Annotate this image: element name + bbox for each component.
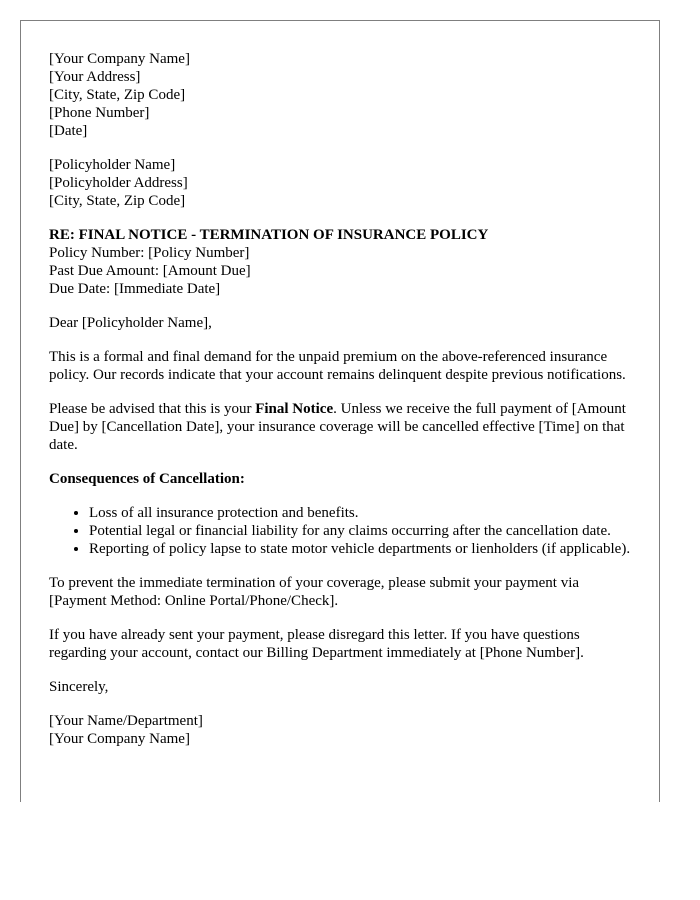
recipient-block: [49, 156, 639, 210]
sender-address: [Your Address]: [49, 69, 141, 85]
signature-block: [49, 712, 639, 748]
signature-company: [Your Company Name]: [49, 731, 190, 747]
past-due-amount: Past Due Amount: [Amount Due]: [49, 263, 251, 279]
sender-block: [49, 50, 639, 140]
consequences-list: [49, 504, 639, 558]
paragraph-contact: If you have already sent your payment, please disregard this letter. If you have questions regarding your account, contact our Billing Department immediately at [Phone Number].: [49, 627, 584, 661]
final-notice-bold: Final Notice: [255, 401, 334, 417]
paragraph-payment-instructions: To prevent the immediate termination of your coverage, please submit your payment via [Payment Method: Online Portal/Phone/Check].: [49, 575, 580, 609]
subject-title: RE: FINAL NOTICE - TERMINATION OF INSURANCE POLICY: [49, 227, 489, 243]
recipient-address: [Policyholder Address]: [49, 175, 188, 191]
closing: Sincerely,: [49, 679, 109, 695]
subject-block: [49, 226, 639, 298]
list-item: • Reporting of policy lapse to state motor vehicle departments or lienholders (if applicable).: [89, 540, 639, 558]
letter-content: [49, 50, 639, 748]
list-item: • Loss of all insurance protection and benefits.: [89, 504, 639, 522]
letter-page: [20, 20, 660, 802]
recipient-name: [Policyholder Name]: [49, 157, 176, 173]
letter-date: [Date]: [49, 123, 88, 139]
list-item: • Potential legal or financial liability for any claims occurring after the cancellation date.: [89, 522, 639, 540]
sender-company: [Your Company Name]: [49, 51, 190, 67]
final-notice-text-before: Please be advised that this is your: [49, 401, 256, 417]
due-date: Due Date: [Immediate Date]: [49, 281, 221, 297]
recipient-city-state-zip: [City, State, Zip Code]: [49, 193, 186, 209]
sender-phone: [Phone Number]: [49, 105, 150, 121]
policy-number: Policy Number: [Policy Number]: [49, 245, 250, 261]
sender-city-state-zip: [City, State, Zip Code]: [49, 87, 186, 103]
salutation: Dear [Policyholder Name],: [49, 315, 212, 331]
consequences-heading: Consequences of Cancellation:: [49, 471, 245, 487]
signature-name: [Your Name/Department]: [49, 713, 203, 729]
final-notice-text-after: . Unless we receive the full payment of [Amount Due] by [Cancellation Date], your insurance coverage will be cancelled effective [Time] on that date.: [49, 401, 626, 453]
paragraph-final-notice: [49, 400, 639, 454]
paragraph-demand: This is a formal and final demand for the unpaid premium on the above-referenced insurance policy. Our records indicate that your account remains delinquent despite previous notifications.: [49, 349, 626, 383]
